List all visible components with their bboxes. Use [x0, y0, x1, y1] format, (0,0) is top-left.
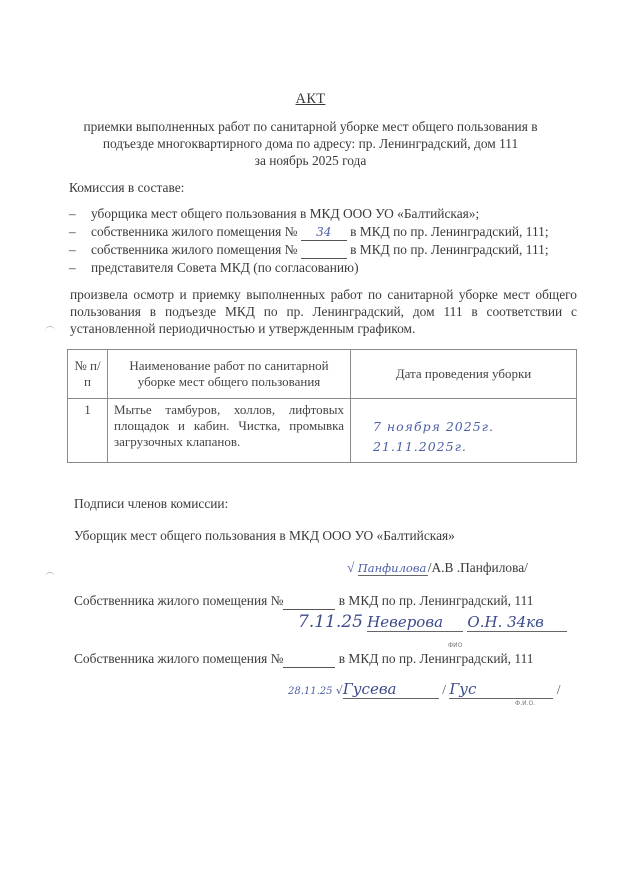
apartment-number-field[interactable] — [301, 242, 347, 259]
owner-1-signature-block — [298, 612, 567, 632]
check-mark-icon: √ — [335, 684, 343, 697]
header-date: Дата проведения уборки — [351, 350, 577, 399]
owner-label-before: Собственника жилого помещения № — [74, 593, 284, 608]
owner-label-after: в МКД по пр. Ленинградский, 111 — [338, 651, 534, 666]
cleaner-label: Уборщик мест общего пользования в МКД ООО УО «Балтийская» — [74, 528, 455, 543]
owner-label-after: в МКД по пр. Ленинградский, 111 — [338, 593, 534, 608]
table-header-row — [68, 350, 577, 399]
owner-2-fio-caption: Ф.И.О. — [515, 700, 536, 707]
row-work: Мытье тамбуров, холлов, лифтовых площадок и кабин. Чистка, промывка загрузочных клапанов. — [108, 399, 351, 463]
header-num: № п/п — [68, 350, 108, 399]
member-text: собственника жилого помещения № — [91, 242, 298, 257]
works-table — [67, 349, 577, 463]
list-dash: – — [69, 224, 76, 239]
owner-2-label — [74, 651, 533, 668]
owner-1-date: 7.11.25 — [298, 612, 363, 632]
handwritten-date-1: 7 ноября 2025г. — [373, 419, 494, 434]
scan-margin-mark — [45, 326, 55, 331]
owner-2-signature-block: 28.11.25 √Гусева / Гус / — [288, 680, 561, 698]
commission-member-cleaner — [69, 206, 479, 222]
owner-1-signature[interactable]: Неверова — [367, 613, 463, 632]
owner-label-before: Собственника жилого помещения № — [74, 651, 284, 666]
header-work: Наименование работ по санитарной уборке мест общего пользования — [108, 350, 351, 399]
commission-member-council — [69, 260, 359, 276]
owner-2-apartment-field[interactable] — [283, 651, 335, 668]
subtitle-line-3: за ноябрь 2025 года — [254, 153, 367, 168]
owner-1-name[interactable]: О.Н. 34кв — [467, 613, 567, 632]
owner-2-signature[interactable]: Гусева — [343, 680, 439, 699]
row-dates — [351, 399, 577, 463]
cleaner-signature[interactable]: Панфилова — [357, 561, 427, 575]
list-dash: – — [69, 260, 76, 275]
apartment-number-handwritten: 34 — [316, 225, 332, 239]
row-num: 1 — [68, 399, 108, 463]
list-dash: – — [69, 206, 76, 221]
subtitle-line-1: приемки выполненных работ по санитарной уборке мест общего пользования в — [83, 119, 538, 134]
inspection-paragraph: произвела осмотр и приемку выполненных работ по санитарной уборке мест общего пользования в подъезде МКД по пр. Ленинградский, дом 111 в соответствии с установленной периодичностью и утвержденным графиком. — [70, 287, 577, 336]
document-title: АКТ — [295, 91, 326, 107]
commission-member-owner-2 — [69, 242, 549, 259]
member-text: уборщика мест общего пользования в МКД ООО УО «Балтийская»; — [91, 206, 480, 221]
owner-1-label — [74, 593, 533, 610]
owner-2-date: 28.11.25 — [288, 686, 333, 697]
commission-heading: Комиссия в составе: — [69, 180, 185, 195]
check-mark-icon: √ — [347, 560, 355, 575]
cleaner-name: /А.В .Панфилова/ — [427, 560, 528, 575]
handwritten-date-2: 21.11.2025г. — [373, 439, 467, 454]
owner-1-apartment-field[interactable] — [283, 593, 335, 610]
commission-member-owner-1 — [69, 224, 549, 241]
owner-1-fio-caption: ФИО — [448, 642, 463, 649]
member-text: собственника жилого помещения № — [91, 224, 298, 239]
scan-margin-mark — [45, 572, 55, 577]
list-dash: – — [69, 242, 76, 257]
signatures-heading: Подписи членов комиссии: — [74, 496, 229, 511]
subtitle-line-2: подъезде многоквартирного дома по адресу: пр. Ленинградский, дом 111 — [102, 136, 519, 151]
cleaner-signature-line — [347, 560, 528, 576]
member-text-after: в МКД по пр. Ленинградский, 111; — [350, 242, 549, 257]
member-text-after: в МКД по пр. Ленинградский, 111; — [350, 224, 549, 239]
owner-2-name[interactable]: Гус — [449, 680, 553, 699]
member-text: представителя Совета МКД (по согласованию) — [91, 260, 359, 275]
table-row — [68, 399, 577, 463]
apartment-number-field[interactable] — [301, 224, 347, 241]
